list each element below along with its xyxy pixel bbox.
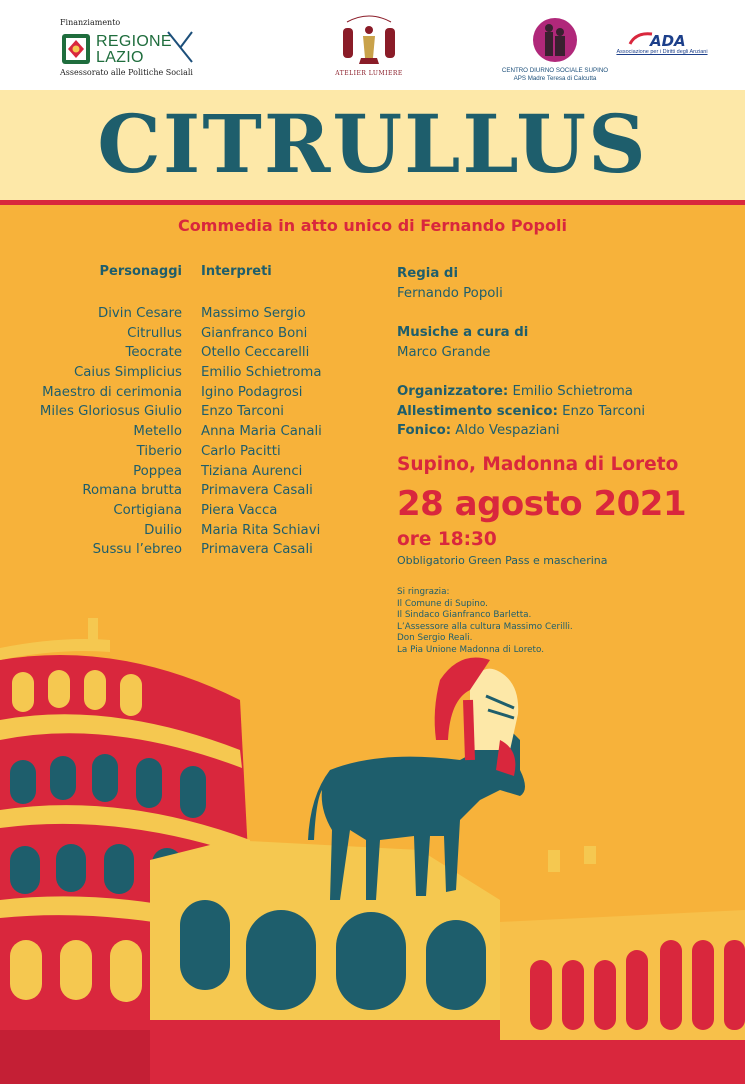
actors-header: Interpreti — [201, 264, 272, 279]
region-name — [96, 34, 172, 66]
ada-swoosh-icon — [612, 30, 712, 50]
character-name: Tiberio — [136, 443, 182, 459]
thanks-line: Il Comune di Supino. — [397, 598, 488, 609]
department-line: Assessorato alle Politiche Sociali — [60, 68, 193, 77]
event-notice: Obbligatorio Green Pass e mascherina — [397, 554, 608, 567]
play-title: CITRULLUS — [97, 97, 648, 191]
character-name: Miles Gloriosus Giulio — [39, 404, 182, 420]
character-name: Cortigiana — [113, 502, 182, 518]
play-subtitle: Commedia in atto unico di Fernando Popoli — [178, 216, 567, 235]
centro-emblem-icon — [531, 14, 579, 64]
lazio-swoosh-icon — [166, 30, 194, 64]
actor-name: Emilio Schietroma — [201, 365, 322, 381]
atelier-lumiere-logo — [335, 14, 403, 84]
ada-logo — [612, 28, 712, 68]
lazio-emblem-icon — [60, 32, 92, 66]
music-name: Marco Grande — [397, 345, 491, 360]
credits-block — [397, 264, 737, 441]
actor-name: Piera Vacca — [201, 502, 278, 518]
sound-name: Aldo Vespaziani — [455, 423, 560, 438]
actor-name: Primavera Casali — [201, 542, 313, 558]
actor-name: Enzo Tarconi — [201, 404, 284, 420]
title-divider — [0, 200, 745, 205]
character-name: Caius Simplicius — [74, 365, 182, 381]
region-line1: REGIONE — [96, 33, 172, 50]
donkey-with-helmet-illustration — [308, 658, 525, 901]
regione-lazio-logo — [58, 14, 208, 84]
thanks-line: Don Sergio Reali. — [397, 633, 473, 643]
thanks-intro: Si ringrazia: — [397, 587, 450, 597]
character-name: Metello — [133, 424, 182, 440]
sponsor-logo-bar — [0, 0, 745, 90]
organizer-name: Emilio Schietroma — [512, 384, 633, 399]
character-name: Poppea — [133, 463, 182, 479]
character-name: Teocrate — [125, 345, 182, 361]
actors-list — [201, 304, 381, 560]
character-name: Divin Cesare — [97, 306, 182, 321]
atelier-label: ATELIER LUMIERE — [335, 70, 403, 77]
event-date: 28 agosto 2021 — [397, 484, 687, 524]
actors-column — [201, 264, 381, 560]
thanks-line: L’Assessore alla cultura Massimo Cerilli. — [397, 621, 573, 632]
actor-name: Carlo Pacitti — [201, 443, 281, 459]
atelier-emblem-icon — [335, 14, 403, 70]
event-place: Supino, Madonna di Loreto — [397, 454, 679, 475]
character-name: Citrullus — [127, 325, 182, 341]
actor-name: Anna Maria Canali — [201, 424, 322, 440]
staging-name: Enzo Tarconi — [562, 403, 646, 419]
actor-name: Tiziana Aurenci — [201, 463, 303, 479]
sponsor-line: Finanziamento — [60, 18, 121, 27]
ada-full-name: Associazione per i Diritti degli Anziani — [616, 49, 708, 55]
actor-name: Maria Rita Schiavi — [201, 522, 321, 538]
music-label: Musiche a cura di — [397, 325, 529, 340]
sound-line — [397, 421, 737, 441]
centro-line1: CENTRO DIURNO SOCIALE SUPINO — [501, 67, 609, 74]
colosseum-illustration — [0, 600, 745, 1084]
characters-header: Personaggi — [99, 264, 182, 279]
character-name: Sussu l’ebreo — [92, 542, 182, 558]
character-name: Romana brutta — [82, 483, 182, 499]
organizer-label: Organizzatore: — [397, 384, 509, 399]
characters-list — [20, 304, 182, 560]
thanks-line: Il Sindaco Gianfranco Barletta. — [397, 610, 532, 620]
organizer-line — [397, 382, 737, 402]
characters-column — [20, 264, 182, 560]
character-name: Maestro di cerimonia — [42, 384, 182, 400]
ada-name: ADA — [650, 32, 686, 50]
direction-label: Regia di — [397, 266, 459, 281]
actor-name: Primavera Casali — [201, 483, 313, 499]
sound-label: Fonico: — [397, 423, 452, 438]
region-line2: LAZIO — [96, 49, 144, 66]
thanks-line: La Pia Unione Madonna di Loreto. — [397, 644, 544, 655]
direction-name: Fernando Popoli — [397, 286, 503, 301]
actor-name: Massimo Sergio — [201, 306, 306, 321]
character-name: Duilio — [144, 522, 182, 538]
actor-name: Igino Podagrosi — [201, 384, 303, 400]
centro-line2: APS Madre Teresa di Calcutta — [513, 74, 597, 82]
actor-name: Gianfranco Boni — [201, 325, 308, 341]
staging-line — [397, 402, 737, 422]
staging-label: Allestimento scenico: — [397, 403, 558, 419]
centro-caption — [495, 67, 615, 82]
background-arena — [500, 846, 745, 1084]
actor-name: Otello Ceccarelli — [201, 345, 310, 361]
centro-diurno-logo — [495, 14, 615, 84]
event-time: ore 18:30 — [397, 529, 497, 550]
